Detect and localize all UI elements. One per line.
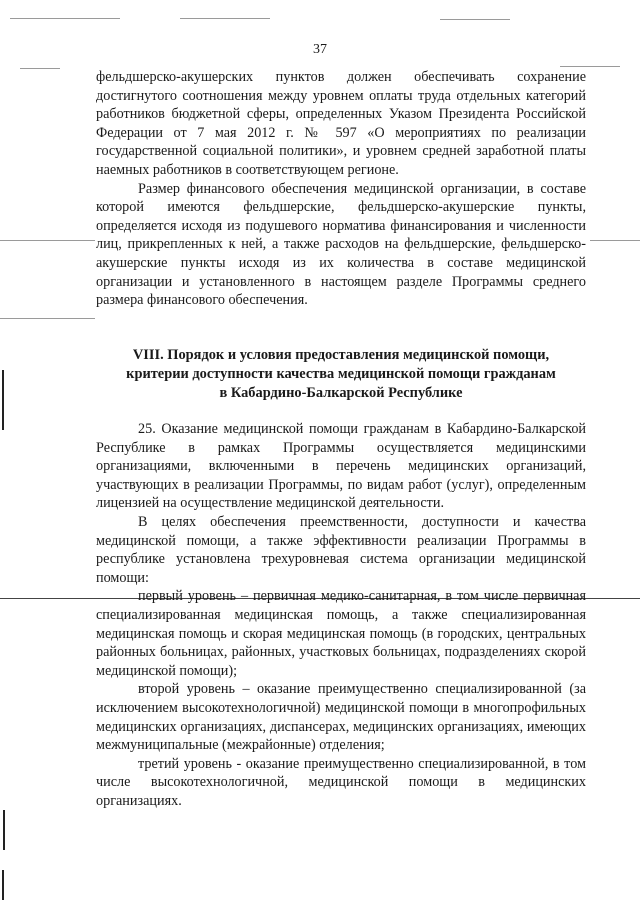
section-text-block [96, 420, 586, 810]
scan-edge-mark [2, 370, 4, 430]
section-heading-line: VIII. Порядок и условия предоставления медицинской помощи, [132, 347, 550, 363]
paragraph-levels-intro: В целях обеспечения преемственности, доступности и качества медицинской помощи, а также эффективности реализации Программы в республике установлена трехуровневая система организации медицинской помощи: [96, 513, 586, 586]
paragraph-financing-size: Размер финансового обеспечения медицинской организации, в составе которой имеются фельдшерские, фельдшерско-акушерские пункты, определяется исходя из подушевого норматива финансирования и численности лиц, прикрепленных к ней, а также расходов на фельдшерские, фельдшерско-акушерские пункты исходя из их количества в составе медицинской организации и установленного в настоящем разделе Программы среднего размера финансового обеспечения. [96, 180, 586, 309]
scan-artifact-line [0, 240, 95, 241]
paragraph-25: 25. Оказание медицинской помощи гражданам в Кабардино-Балкарской Республике в рамках Программы осуществляется медицинскими организациями, включенными в перечень медицинских организаций, участвующих в реализации Программы, по видам работ (услуг), определенным лицензией на осуществление медицинской деятельности. [96, 421, 586, 512]
scan-artifact-line [0, 318, 95, 319]
paragraph-second-level: второй уровень – оказание преимущественно специализированной (за исключением высокотехнологичной) медицинской помощи в многопрофильных медицинских организациях, диспансерах, медицинских организациях, имеющих межмуниципальные (межрайонные) отделения; [96, 681, 586, 754]
intro-text-block [96, 68, 586, 310]
scan-artifact-line [10, 18, 120, 19]
paragraph-third-level: третий уровень - оказание преимущественно специализированной, в том числе высокотехнологичной, медицинской помощи в медицинских организациях. [96, 755, 586, 809]
section-heading-line: критерии доступности качества медицинской помощи гражданам [126, 366, 556, 382]
scan-artifact-line [440, 19, 510, 20]
section-heading [96, 346, 586, 403]
scan-edge-mark [3, 810, 5, 850]
scan-edge-mark [2, 870, 4, 900]
scan-artifact-line [590, 240, 640, 241]
paragraph-continuation: фельдшерско-акушерских пунктов должен обеспечивать сохранение достигнутого соотношения между уровнем оплаты труда отдельных категорий работников бюджетной сферы, определенных Указом Президента Российской Федерации от 7 мая 2012 г. № 597 «О мероприятиях по реализации государственной социальной политики», и уровнем средней заработной платы наемных работников в соответствующем регионе. [96, 69, 586, 178]
page-number: 37 [313, 42, 327, 57]
scan-artifact-line [20, 68, 60, 69]
section-heading-line: в Кабардино-Балкарской Республике [219, 385, 463, 401]
scan-artifact-line [560, 66, 620, 67]
scan-artifact-line [180, 18, 270, 19]
paragraph-first-level: первый уровень – первичная медико-санитарная, в том числе первичная специализированная медицинская помощь, а также специализированная медицинская помощь и скорая медицинская помощь (в городских, центральных районных больницах, районных, участковых больницах, подразделениях скорой медицинской помощи); [96, 588, 586, 679]
